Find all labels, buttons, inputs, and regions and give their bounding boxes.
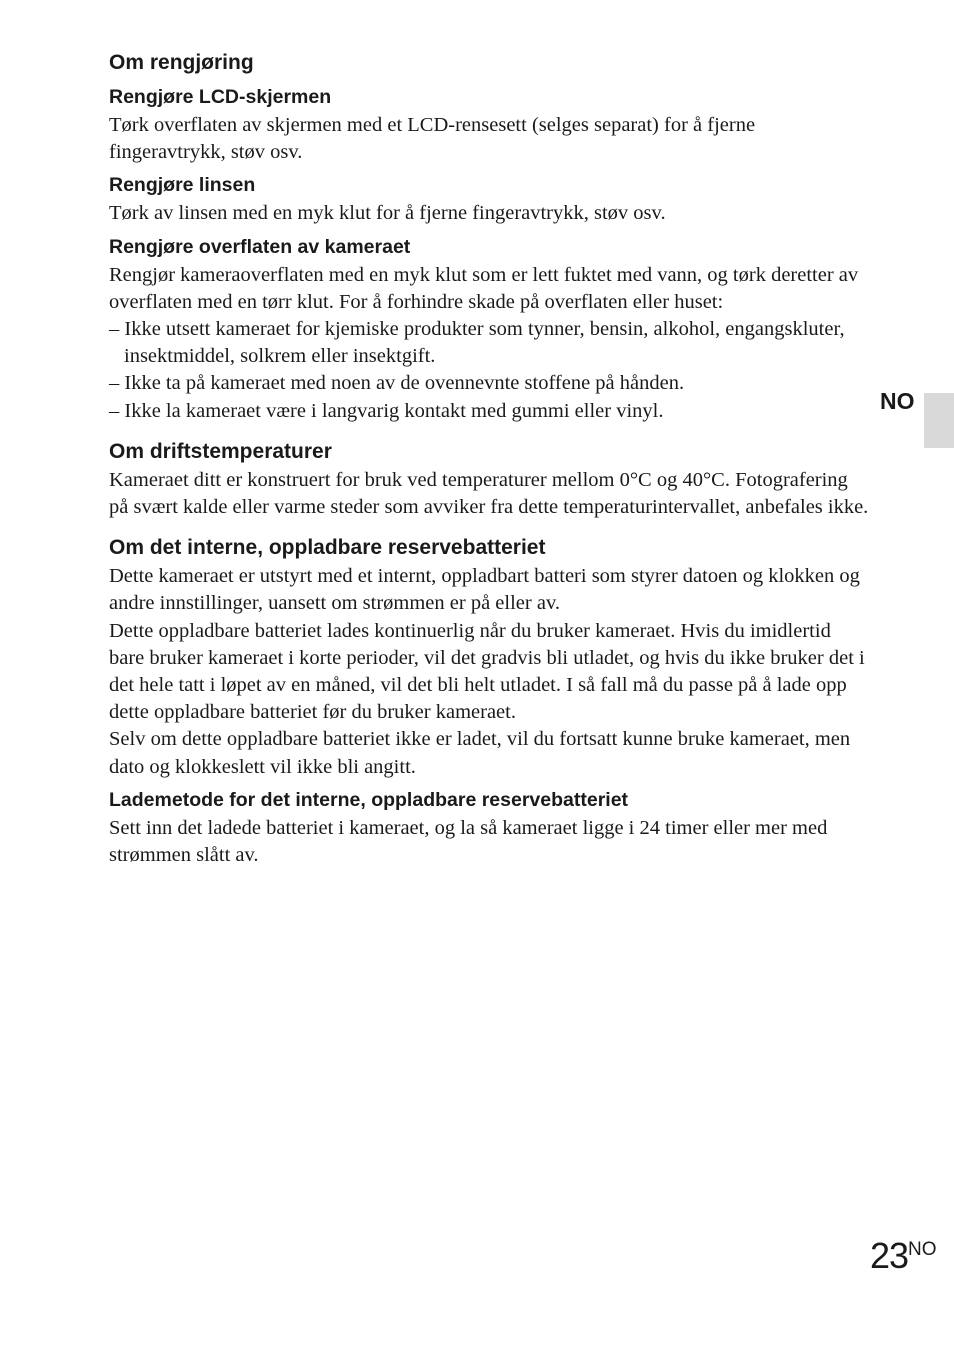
list-item: – Ikke utsett kameraet for kjemiske produkter som tynner, bensin, alkohol, engangskluter, insektmiddel, solkrem eller insektgift. [109,318,845,368]
page-content [109,48,869,869]
text-temperature: Kameraet ditt er konstruert for bruk ved temperaturer mellom 0°C og 40°C. Fotografering på svært kalde eller varme steder som avviker fra dette temperaturintervallet, anbefales ikke. [109,468,869,519]
section-title-cleaning: Om rengjøring [109,51,254,74]
text-battery-2: Dette oppladbare batteriet lades kontinuerlig når du bruker kameraet. Hvis du imidlertid bare bruker kameraet i korte perioder, vil det gradvis bli utladet, og hvis du ikke bruker det i det hele tatt i løpet av en måned, vil det bli helt utladet. I så fall må du passe på å lade opp dette oppladbare batteriet før du bruker kameraet. [109,619,865,724]
section-title-battery: Om det interne, oppladbare reservebatteriet [109,536,546,560]
text-clean-lens: Tørk av linsen med en myk klut for å fjerne fingeravtrykk, støv osv. [109,202,666,225]
heading-battery-charging: Lademetode for det interne, oppladbare reservebatteriet [109,788,629,811]
text-battery-charging: Sett inn det ladede batteriet i kameraet, og la så kameraet ligge i 24 timer eller mer med strømmen slått av. [109,816,828,867]
page-number-value: 23 [870,1235,909,1276]
warning-list [109,316,869,425]
page-number-suffix: NO [908,1239,937,1260]
list-item: – Ikke la kameraet være i langvarig kontakt med gummi eller vinyl. [109,399,664,422]
heading-clean-surface: Rengjøre overflaten av kameraet [109,235,411,258]
section-title-temperature: Om driftstemperaturer [109,439,332,463]
text-clean-surface: Rengjør kameraoverflaten med en myk klut som er lett fuktet med vann, og tørk deretter av overflaten med en tørr klut. For å forhindre skade på overflaten eller huset: [109,263,859,313]
page-number [870,1235,937,1277]
list-item: – Ikke ta på kameraet med noen av de ovennevnte stoffene på hånden. [109,372,685,395]
heading-clean-lcd: Rengjøre LCD-skjermen [109,86,332,108]
text-clean-lcd: Tørk overflaten av skjermen med et LCD-rensesett (selges separat) for å fjerne fingeravtrykk, støv osv. [109,114,756,164]
language-label: NO [880,388,915,414]
text-battery-3: Selv om dette oppladbare batteriet ikke er ladet, vil du fortsatt kunne bruke kameraet, men dato og klokkeslett vil ikke bli angitt. [109,728,851,778]
language-tab-marker [924,393,954,448]
text-battery-1: Dette kameraet er utstyrt med et internt, oppladbart batteri som styrer datoen og klokken og andre innstillinger, uansett om strømmen er på eller av. [109,565,860,615]
heading-clean-lens: Rengjøre linsen [109,174,256,197]
